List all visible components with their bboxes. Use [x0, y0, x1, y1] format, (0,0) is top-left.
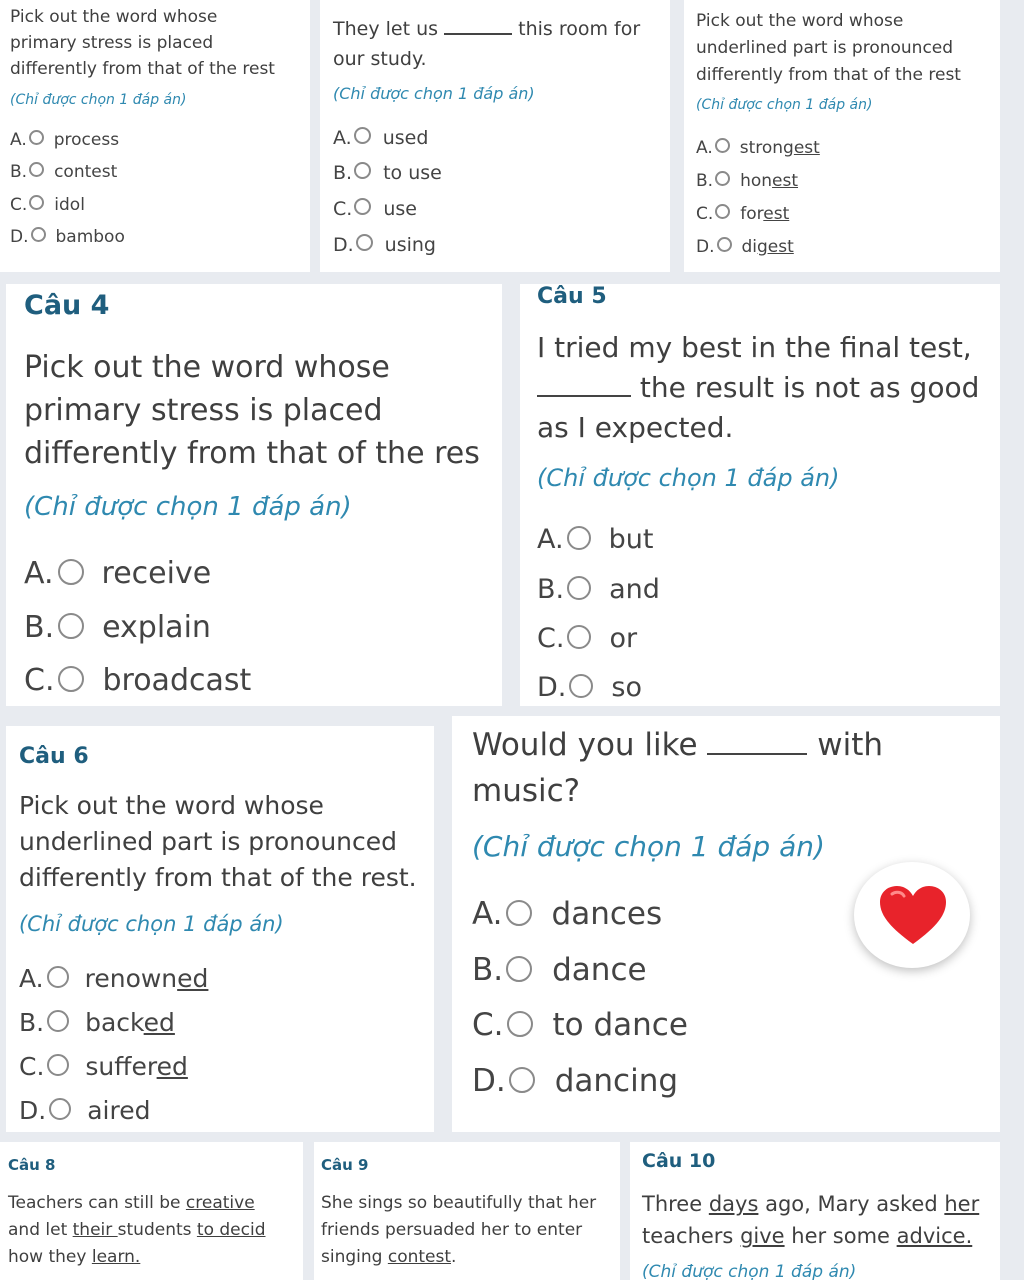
option-c[interactable]: C. idol — [10, 195, 85, 215]
option-label: broadcast — [102, 663, 252, 698]
question-card-5 — [520, 284, 1000, 706]
instruction-note: (Chỉ được chọn 1 đáp án) — [19, 912, 284, 936]
radio-icon[interactable] — [506, 900, 532, 926]
question-card-3 — [684, 0, 1000, 272]
radio-icon[interactable] — [717, 237, 732, 252]
underlined-part: est — [763, 204, 790, 224]
question-text: Teachers can still be creative and let their students to decid how they learn. — [8, 1193, 266, 1267]
option-d[interactable]: D. using — [333, 234, 436, 256]
option-label: process — [53, 130, 120, 150]
option-label: and — [609, 574, 660, 605]
radio-icon[interactable] — [509, 1067, 535, 1093]
radio-icon[interactable] — [58, 559, 84, 585]
option-a[interactable]: A. renowned — [19, 964, 209, 993]
radio-icon[interactable] — [58, 666, 84, 692]
option-label: receive — [101, 556, 212, 591]
option-label: but — [608, 524, 654, 555]
radio-icon[interactable] — [47, 1010, 69, 1032]
instruction-note: (Chỉ được chọn 1 đáp án) — [696, 97, 873, 113]
option-a[interactable]: A. process — [10, 130, 120, 150]
radio-icon[interactable] — [31, 227, 46, 242]
radio-icon[interactable] — [507, 1011, 533, 1037]
option-c[interactable]: C. suffered — [19, 1052, 188, 1081]
option-b[interactable]: B. explain — [24, 610, 211, 645]
option-c[interactable]: C. or — [537, 623, 638, 654]
answer-blank — [444, 33, 512, 35]
option-d[interactable]: D. aired — [19, 1096, 151, 1125]
answer-blank — [537, 395, 631, 397]
option-b[interactable]: B. contest — [10, 162, 118, 182]
option-d[interactable]: D. so — [537, 672, 642, 703]
question-card-4 — [6, 284, 502, 706]
question-title: Câu 10 — [642, 1150, 716, 1172]
heart-icon — [878, 884, 948, 946]
option-a[interactable]: A. receive — [24, 556, 212, 591]
question-text: Three days ago, Mary asked her teachers give her some advice. — [642, 1192, 980, 1248]
question-title: Câu 4 — [24, 290, 110, 321]
instruction-note: (Chỉ được chọn 1 đáp án) — [333, 84, 535, 103]
option-label: dance — [552, 952, 647, 988]
radio-icon[interactable] — [354, 198, 371, 215]
option-b[interactable]: B. to use — [333, 162, 442, 184]
question-title: Câu 9 — [321, 1156, 369, 1174]
option-d[interactable]: D. digest — [696, 237, 794, 257]
question-text: I tried my best in the final test, the result is not as good as I expected. — [537, 331, 980, 444]
option-label: bamboo — [55, 227, 125, 247]
question-text: Would you like with music? — [472, 727, 884, 809]
underlined-part: est — [772, 171, 799, 191]
option-label: dancing — [554, 1063, 679, 1099]
question-text: Pick out the word whose primary stress is placed differently from that of the res — [24, 350, 480, 471]
radio-icon[interactable] — [354, 162, 371, 179]
radio-icon[interactable] — [29, 130, 44, 145]
radio-icon[interactable] — [47, 966, 69, 988]
option-a[interactable]: A. strongest — [696, 138, 820, 158]
answer-blank — [707, 753, 807, 755]
option-c[interactable]: C. forest — [696, 204, 790, 224]
question-title: Câu 6 — [19, 744, 89, 769]
radio-icon[interactable] — [47, 1054, 69, 1076]
option-b[interactable]: B. dance — [472, 952, 647, 988]
underlined-part: ed — [156, 1052, 188, 1081]
underlined-part: ed — [177, 964, 209, 993]
option-d[interactable]: D. bamboo — [10, 227, 125, 247]
radio-icon[interactable] — [58, 613, 84, 639]
option-a[interactable]: A. but — [537, 524, 654, 555]
instruction-note: (Chỉ được chọn 1 đáp án) — [642, 1262, 857, 1280]
question-card-7 — [452, 716, 1000, 1132]
radio-icon[interactable] — [569, 674, 593, 698]
underlined-part: gest — [757, 237, 794, 257]
option-label: used — [382, 127, 429, 149]
radio-icon[interactable] — [715, 204, 730, 219]
option-label: using — [384, 234, 436, 256]
option-a[interactable]: A. used — [333, 127, 429, 149]
question-text: Pick out the word whose underlined part is pronounced differently from that of the rest. — [19, 791, 417, 892]
question-line: primary stress is placed — [10, 33, 214, 53]
radio-icon[interactable] — [715, 171, 730, 186]
option-d[interactable]: D. dancing — [472, 1063, 679, 1099]
question-title: Câu 5 — [537, 284, 607, 309]
radio-icon[interactable] — [506, 956, 532, 982]
question-line: Pick out the word whose — [10, 7, 218, 27]
question-text: They let us this room for our study. — [333, 18, 641, 70]
radio-icon[interactable] — [567, 526, 591, 550]
option-b[interactable]: B. and — [537, 574, 660, 605]
option-label: or — [609, 623, 638, 654]
instruction-note: (Chỉ được chọn 1 đáp án) — [537, 464, 840, 492]
radio-icon[interactable] — [567, 576, 591, 600]
instruction-note: (Chỉ được chọn 1 đáp án) — [24, 492, 352, 522]
radio-icon[interactable] — [29, 162, 44, 177]
question-card-10 — [630, 1142, 1000, 1280]
radio-icon[interactable] — [715, 138, 730, 153]
option-a[interactable]: A. dances — [472, 896, 663, 932]
option-label: explain — [102, 610, 211, 645]
underlined-part: ed — [143, 1008, 175, 1037]
question-line: differently from that of the rest — [10, 59, 275, 79]
option-label: to use — [383, 162, 442, 184]
question-card-6 — [6, 726, 434, 1132]
underlined-part: est — [793, 138, 820, 158]
option-label: to dance — [552, 1007, 688, 1043]
instruction-note: (Chỉ được chọn 1 đáp án) — [10, 92, 187, 108]
question-card-8 — [0, 1142, 303, 1280]
question-card-9 — [314, 1142, 620, 1280]
option-c[interactable]: C. use — [333, 198, 417, 220]
option-b[interactable]: B. backed — [19, 1008, 175, 1037]
option-label: idol — [54, 195, 85, 215]
question-card-2 — [320, 0, 670, 272]
option-label: so — [611, 672, 642, 703]
option-b[interactable]: B. honest — [696, 171, 799, 191]
instruction-note: (Chỉ được chọn 1 đáp án) — [472, 830, 825, 863]
question-text — [10, 4, 310, 82]
like-button[interactable] — [854, 862, 970, 968]
question-title: Câu 8 — [8, 1156, 56, 1174]
radio-icon[interactable] — [29, 195, 44, 210]
question-text: Pick out the word whose underlined part is pronounced differently from that of the rest — [696, 11, 961, 85]
radio-icon[interactable] — [356, 234, 373, 251]
question-card-1 — [0, 0, 310, 272]
option-c[interactable]: C. broadcast — [24, 663, 252, 698]
option-label: use — [383, 198, 417, 220]
option-label: contest — [54, 162, 118, 182]
question-text: She sings so beautifully that her friends persuaded her to enter singing contest. — [321, 1193, 597, 1267]
radio-icon[interactable] — [354, 127, 371, 144]
option-label: dances — [551, 896, 663, 932]
option-c[interactable]: C. to dance — [472, 1007, 688, 1043]
radio-icon[interactable] — [49, 1098, 71, 1120]
radio-icon[interactable] — [567, 625, 591, 649]
